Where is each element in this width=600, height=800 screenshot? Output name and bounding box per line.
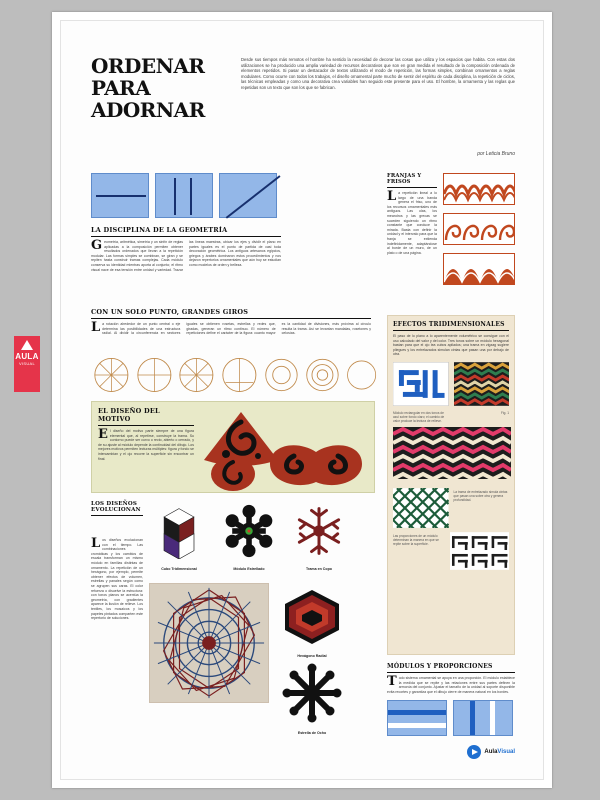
- aula-binder-tab[interactable]: [14, 336, 40, 392]
- heading-simetria: CON UN SOLO PUNTO, GRANDES GIROS: [91, 308, 371, 319]
- figure-hexagono-rojo: [281, 588, 343, 658]
- friso-espirales: [443, 213, 515, 245]
- heading-geometria: LA DISCIPLINA DE LA GEOMETRÍA: [91, 226, 281, 237]
- body-franjas: La repetición lineal a lo largo de una banda genera el friso, uno de los recursos ornamentales más antiguos. Las olas, los meandros y las grecas se suceden siguiendo un ritmo constante que conduce la mirada. Basta con definir la unidad y el intervalo para que la franja se extienda indefinidamente, adaptándose al borde de un muro, de un plato o de una página.: [387, 189, 437, 255]
- caption-greca-azul: Módulo rectangular en dos tonos de azul sobre fondo claro; el cambio de valor produce la lectura de relieve.: [393, 410, 445, 423]
- aula-tab-label: AULA: [15, 352, 39, 361]
- caption-fig-note: Fig. 1: [501, 410, 509, 415]
- ring-3-divisions: [221, 355, 258, 395]
- body-proporciones: Todo sistema ornamental se apoya en una proporción. El módulo establece la medida que se repite y las relaciones entre sus partes definen la armonía del conjunto. Ajustar el tamaño de la unidad al soporte disponible evita recortes y garantiza que el dibujo cierre de manera natural en los bordes.: [387, 674, 515, 694]
- figure-estrella-negra: [281, 663, 343, 735]
- fig-bandas-horizontales: [387, 700, 447, 736]
- friso-olas-rellenas: [443, 253, 515, 285]
- friso-olas-simples: [443, 173, 515, 205]
- play-icon: [467, 745, 481, 759]
- body-motivo: El diseño del motivo parte siempre de una figura elemental que, al repetirse, construye la trama. Su contorno puede ser curvo o recto, abierto o cerrado, y de su ajuste al módulo depende la continuidad del dibujo. Los mejores motivos permiten lecturas múltiples: figura y fondo se intercambian y el ojo recorre la superficie sin encontrar un final.: [98, 427, 194, 461]
- ring-8-divisions: [178, 355, 215, 395]
- label-hexagono: Hexágono Radial: [297, 654, 327, 658]
- panel-tridimensionales: [387, 315, 515, 655]
- heading-tridimensionales: EFECTOS TRIDIMENSIONALES: [393, 321, 509, 331]
- fig-copo-granate: [291, 503, 347, 559]
- title-line-1: ORDENAR: [91, 54, 205, 78]
- ring-4-divisions: [136, 355, 173, 395]
- body-evolucion: Los diseños evolucionan con el tiempo. Las combinaciones cromáticas y los cambios de escala transforman un mismo módulo en familias distintas de ornamento. La repetición de un hexágono, por ejemplo, permite obtener efectos de volumen, estrellas y panales según como se agrupen sus caras. El color refuerza o disuelve la estructura: con tonos planos se acentúa la geometría, con gradientes aparece la ilusión de relieve. Los textiles, los mosaicos y los papeles pintados comparten este repertorio de soluciones.: [91, 536, 143, 621]
- label-estrella-verde: Módulo Estrellado: [233, 567, 265, 571]
- magazine-sheet: [52, 12, 552, 788]
- fig-lineas-verticales: [155, 173, 213, 218]
- figure-blue-trio: [91, 173, 281, 218]
- figure-friezes: [443, 173, 515, 285]
- figure-mosaico-arabe: [149, 583, 269, 703]
- panel-motivo: [91, 401, 375, 493]
- ring-triple-circle: [305, 356, 340, 394]
- heading-proporciones: MÓDULOS Y PROPORCIONES: [387, 663, 515, 673]
- fig-greca-azul: [393, 362, 449, 406]
- fig-entrelazado-verde: [393, 488, 449, 528]
- label-estrella-negra: Estrella de Ocho: [297, 731, 327, 735]
- heading-franjas: FRANJAS Y FRISOS: [387, 173, 437, 188]
- warning-triangle-icon: [21, 340, 33, 350]
- fig-bandas-verticales: [453, 700, 513, 736]
- caption-greca-meandro: Las proporciones de un módulo determinan la manera en que se repite sobre la superficie.: [393, 533, 439, 546]
- label-copo: Trama en Copo: [306, 567, 332, 571]
- heading-motivo: EL DISEÑO DEL MOTIVO: [98, 407, 194, 426]
- label-cubos: Cubo Tridimensional: [161, 567, 197, 571]
- fig-estrella-verde: [221, 503, 277, 559]
- motif-circulo-espiral: [210, 456, 256, 492]
- fig-linea-horizontal: [91, 173, 149, 218]
- footer-brand: [467, 745, 515, 759]
- motif-corazon-espiral: [264, 438, 368, 490]
- page-title: [91, 55, 223, 121]
- figure-ring-row: [93, 355, 377, 395]
- brand-part-a: Aula: [484, 749, 498, 755]
- article-deck: Desde sus tiempos más remotos el hombre ha sentido la necesidad de decorar las cosas que utiliza y los espacios que habita. Con estas dos utilizaciones se ha producido una amplia variedad de recursos decorativos que son en gran medida el resultado de la composición ordenada de elementos repetidos. Si pasar un destacador de textos utilizando el modo de repetición, las formas simples, combinan ornamentos a reglas modulares. Como ocurre con todos los trabajos, el diseño ornamental parte mucho de sentir del espíritu de cada disciplina, la repetición de ciclos, las técnicas empleadas y como una decorativa crea variables han seguido este presente para el uso. El hombre, la ornamenta y las reglas que repetidas son un texto que son los que se fabrican.: [241, 57, 515, 90]
- body-tridimensionales: El paso de lo plano a lo aparentemente volumétrico se consigue con el uso calculado del valor y del color. Tres tonos sobre un módulo hexagonal bastan para que el ojo lea cubos apilados; una trama en zigzag sugiere pliegues y los entrelazados simulan cintas que pasan una por debajo de otra.: [393, 334, 509, 357]
- figure-hex-row: [151, 503, 377, 571]
- caption-entrelazado: La trama de entrelazado simula cintas que pasan una sobre otra y genera profundidad.: [453, 489, 508, 502]
- title-line-2: PARA ADORNAR: [91, 76, 205, 122]
- brand-label: [484, 749, 515, 755]
- magazine-page: [60, 20, 544, 780]
- fig-greca-meandro: [450, 532, 509, 570]
- fig-zigzag-colores: [454, 362, 510, 406]
- article-byline: por Leticia Bruno: [477, 151, 515, 157]
- fig-cubos-isometricos: [151, 503, 207, 559]
- body-simetria: La rotación alrededor de un punto central o eje determina las posibilidades de una estructura radial. Al dividir la circunferencia en sectores iguales se obtienen rosetas, estrellas y redes que, giradas, generan un ritmo continuo. El número de repeticiones define el carácter de la figura: cuanto mayor es la cantidad de divisiones, más próxima al círculo resulta la trama. Así se levantan mandalas, rosetones y celosías.: [91, 320, 371, 336]
- ring-6-divisions: [93, 355, 130, 395]
- ring-single-circle: [346, 358, 377, 392]
- fig-linea-diagonal: [219, 173, 277, 218]
- ring-double-circle: [264, 356, 299, 394]
- aula-tab-sublabel: VISUAL: [18, 361, 36, 366]
- fig-zigzag-rosa: [393, 427, 511, 479]
- article-content: [91, 43, 515, 759]
- body-geometria: Geometría, aritmética, simetría y un sinfín de reglas aplicadas a la composición permiten obtener resultados ordenados que llevan a la repetición modular. Las formas simples se combinan, se giran y se repiten hasta construir tramas complejas. Cada módulo conserva su identidad mientras aporta al conjunto; el ritmo visual nace de esa tensión entre unidad y variedad. Trazar las líneas maestras, ubicar los ejes y dividir el plano en partes iguales es el punto de partida de casi toda decoración geométrica. Los antiguos artesanos egipcios, griegos y árabes dominaron estos procedimientos y nos dejaron repertorios ornamentales que aún hoy se estudian como modelos de orden y belleza.: [91, 238, 281, 272]
- brand-part-b: Visual: [497, 749, 515, 755]
- heading-evolucion: LOS DISEÑOS EVOLUCIONAN: [91, 501, 143, 516]
